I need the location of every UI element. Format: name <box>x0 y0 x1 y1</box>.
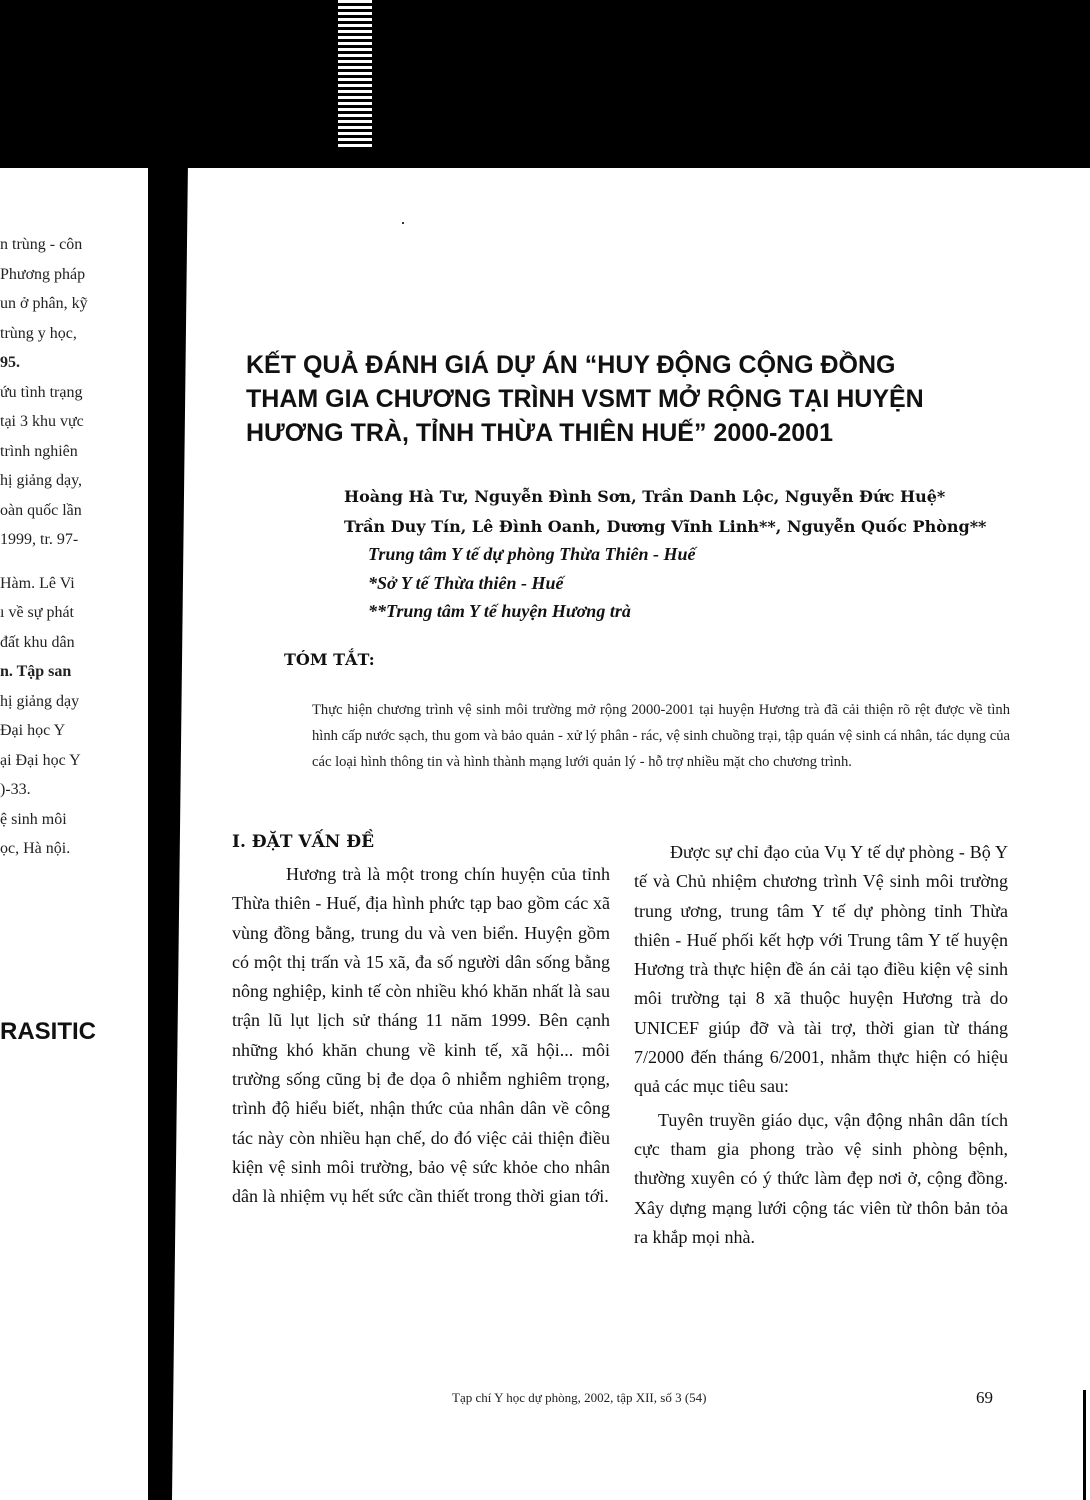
prev-line: 1999, tr. 97- <box>0 531 79 548</box>
prev-line: ại Đại học Y <box>0 751 81 769</box>
author-list <box>344 482 986 542</box>
body-paragraph: Hương trà là một trong chín huyện của tỉnh Thừa thiên - Huế, địa hình phức tạp bao gồm các xã vùng đồng bằng, trung du và ven biển. Huyện gồm có một thị trấn và 15 xã, đa số người dân sống bằng nông nghiệp, kinh tế còn nhiều khó khăn nhất là sau trận lũ lụt lịch sử tháng 11 năm 1999. Bên cạnh những khó khăn chung về kinh tế, xã hội... môi trường sống cũng bị đe dọa ô nhiễm nghiêm trọng, trình độ hiểu biết, nhận thức của nhân dân về công tác này còn nhiều hạn chế, do đó việc cải thiện điều kiện vệ sinh môi trường, bảo vệ sức khỏe cho nhân dân là nhiệm vụ hết sức cần thiết trong thời gian tới. <box>232 864 610 1207</box>
prev-line: n trùng - côn <box>0 236 83 253</box>
prev-line: hị giảng dạy <box>0 692 80 710</box>
prev-line: oàn quốc lần <box>0 501 82 519</box>
affiliation: **Trung tâm Y tế huyện Hương trà <box>368 601 631 621</box>
prev-line: trùng y học, <box>0 324 77 342</box>
prev-line: hị giảng dạy, <box>0 472 83 489</box>
prev-line: ứu tình trạng <box>0 383 83 401</box>
book-spine-shadow <box>372 0 386 140</box>
affiliations <box>368 540 695 626</box>
scan-gutter-shadow <box>148 160 188 1500</box>
prev-line: ı về sự phát <box>0 604 74 621</box>
prev-line: ọc, Hà nội. <box>0 840 71 857</box>
prev-line: Hàm. Lê Vi <box>0 574 75 592</box>
affiliation: *Sở Y tế Thừa thiên - Huế <box>368 572 564 593</box>
previous-page-fragment <box>0 230 150 864</box>
body-column-right <box>634 838 1008 1252</box>
body-paragraph: Được sự chỉ đạo của Vụ Y tế dự phòng - Bộ Y tế và Chủ nhiệm chương trình Vệ sinh môi trường trung ương, trung tâm Y tế dự phòng tỉnh Thừa thiên - Huế phối kết hợp với Trung tâm Y tế huyện Hương trà thực hiện đề án cải tạo điều kiện vệ sinh môi trường tại 8 xã thuộc huyện Hương trà do UNICEF giúp đỡ và tài trợ, thời gian từ tháng 7/2000 đến tháng 6/2001, nhằm thực hiện có hiệu quả các mục tiêu sau: <box>634 842 1008 1097</box>
previous-page-heading: RASITIC <box>0 1018 96 1045</box>
summary-heading: TÓM TẮT: <box>284 650 375 669</box>
prev-line: 95. <box>0 354 20 371</box>
title-line: HƯƠNG TRÀ, TỈNH THỪA THIÊN HUẾ” 2000-2001 <box>246 419 833 447</box>
body-column-left <box>232 832 610 1212</box>
prev-line: Phương pháp <box>0 265 86 283</box>
author-line: Trần Duy Tín, Lê Đình Oanh, Dương Vĩnh Linh**, Nguyễn Quốc Phòng** <box>344 517 987 536</box>
prev-line: đất khu dân <box>0 633 75 651</box>
scan-speck <box>402 222 404 224</box>
scan-edge-mark <box>1083 1390 1086 1500</box>
page-number: 69 <box>976 1388 993 1407</box>
section-heading: I. ĐẶT VẤN ĐỀ <box>232 832 375 852</box>
title-line: THAM GIA CHƯƠNG TRÌNH VSMT MỞ RỘNG TẠI HUYỆN <box>246 385 924 413</box>
prev-line: n. Tập san <box>0 663 72 680</box>
affiliation: Trung tâm Y tế dự phòng Thừa Thiên - Huế <box>368 544 696 564</box>
prev-line: Đại học Y <box>0 722 66 739</box>
body-paragraph: Tuyên truyền giáo dục, vận động nhân dân tích cực tham gia phong trào vệ sinh phòng bệnh, thường xuyên có ý thức làm đẹp nơi ở, cộng đồng. Xây dựng mạng lưới cộng tác viên từ thôn bản tỏa ra khắp mọi nhà. <box>634 1109 1008 1247</box>
prev-line: trình nghiên <box>0 442 78 460</box>
book-spine-edge <box>338 0 372 150</box>
prev-line: tại 3 khu vực <box>0 413 84 430</box>
article-title <box>246 348 1006 450</box>
prev-line: ệ sinh môi <box>0 810 67 828</box>
scan-border-top <box>0 0 1090 168</box>
title-line: KẾT QUẢ ĐÁNH GIÁ DỰ ÁN “HUY ĐỘNG CỘNG ĐỒNG <box>246 351 896 379</box>
summary-text: Thực hiện chương trình vệ sinh môi trường mở rộng 2000-2001 tại huyện Hương trà đã cải thiện rõ rệt được về tình hình cấp nước sạch, thu gom và bảo quản - xử lý phân - rác, vệ sinh chuồng trại, tập quán vệ sinh cá nhân, tác dụng của các loại hình thông tin và hình thành mạng lưới quản lý - hỗ trợ nhiều mặt cho chương trình. <box>312 702 1010 770</box>
journal-footer: Tạp chí Y học dự phòng, 2002, tập XII, số 3 (54) <box>452 1390 707 1405</box>
prev-line: )-33. <box>0 781 31 798</box>
prev-line: un ở phân, kỹ <box>0 295 88 312</box>
author-line: Hoàng Hà Tư, Nguyễn Đình Sơn, Trần Danh Lộc, Nguyễn Đức Huệ* <box>344 487 946 506</box>
